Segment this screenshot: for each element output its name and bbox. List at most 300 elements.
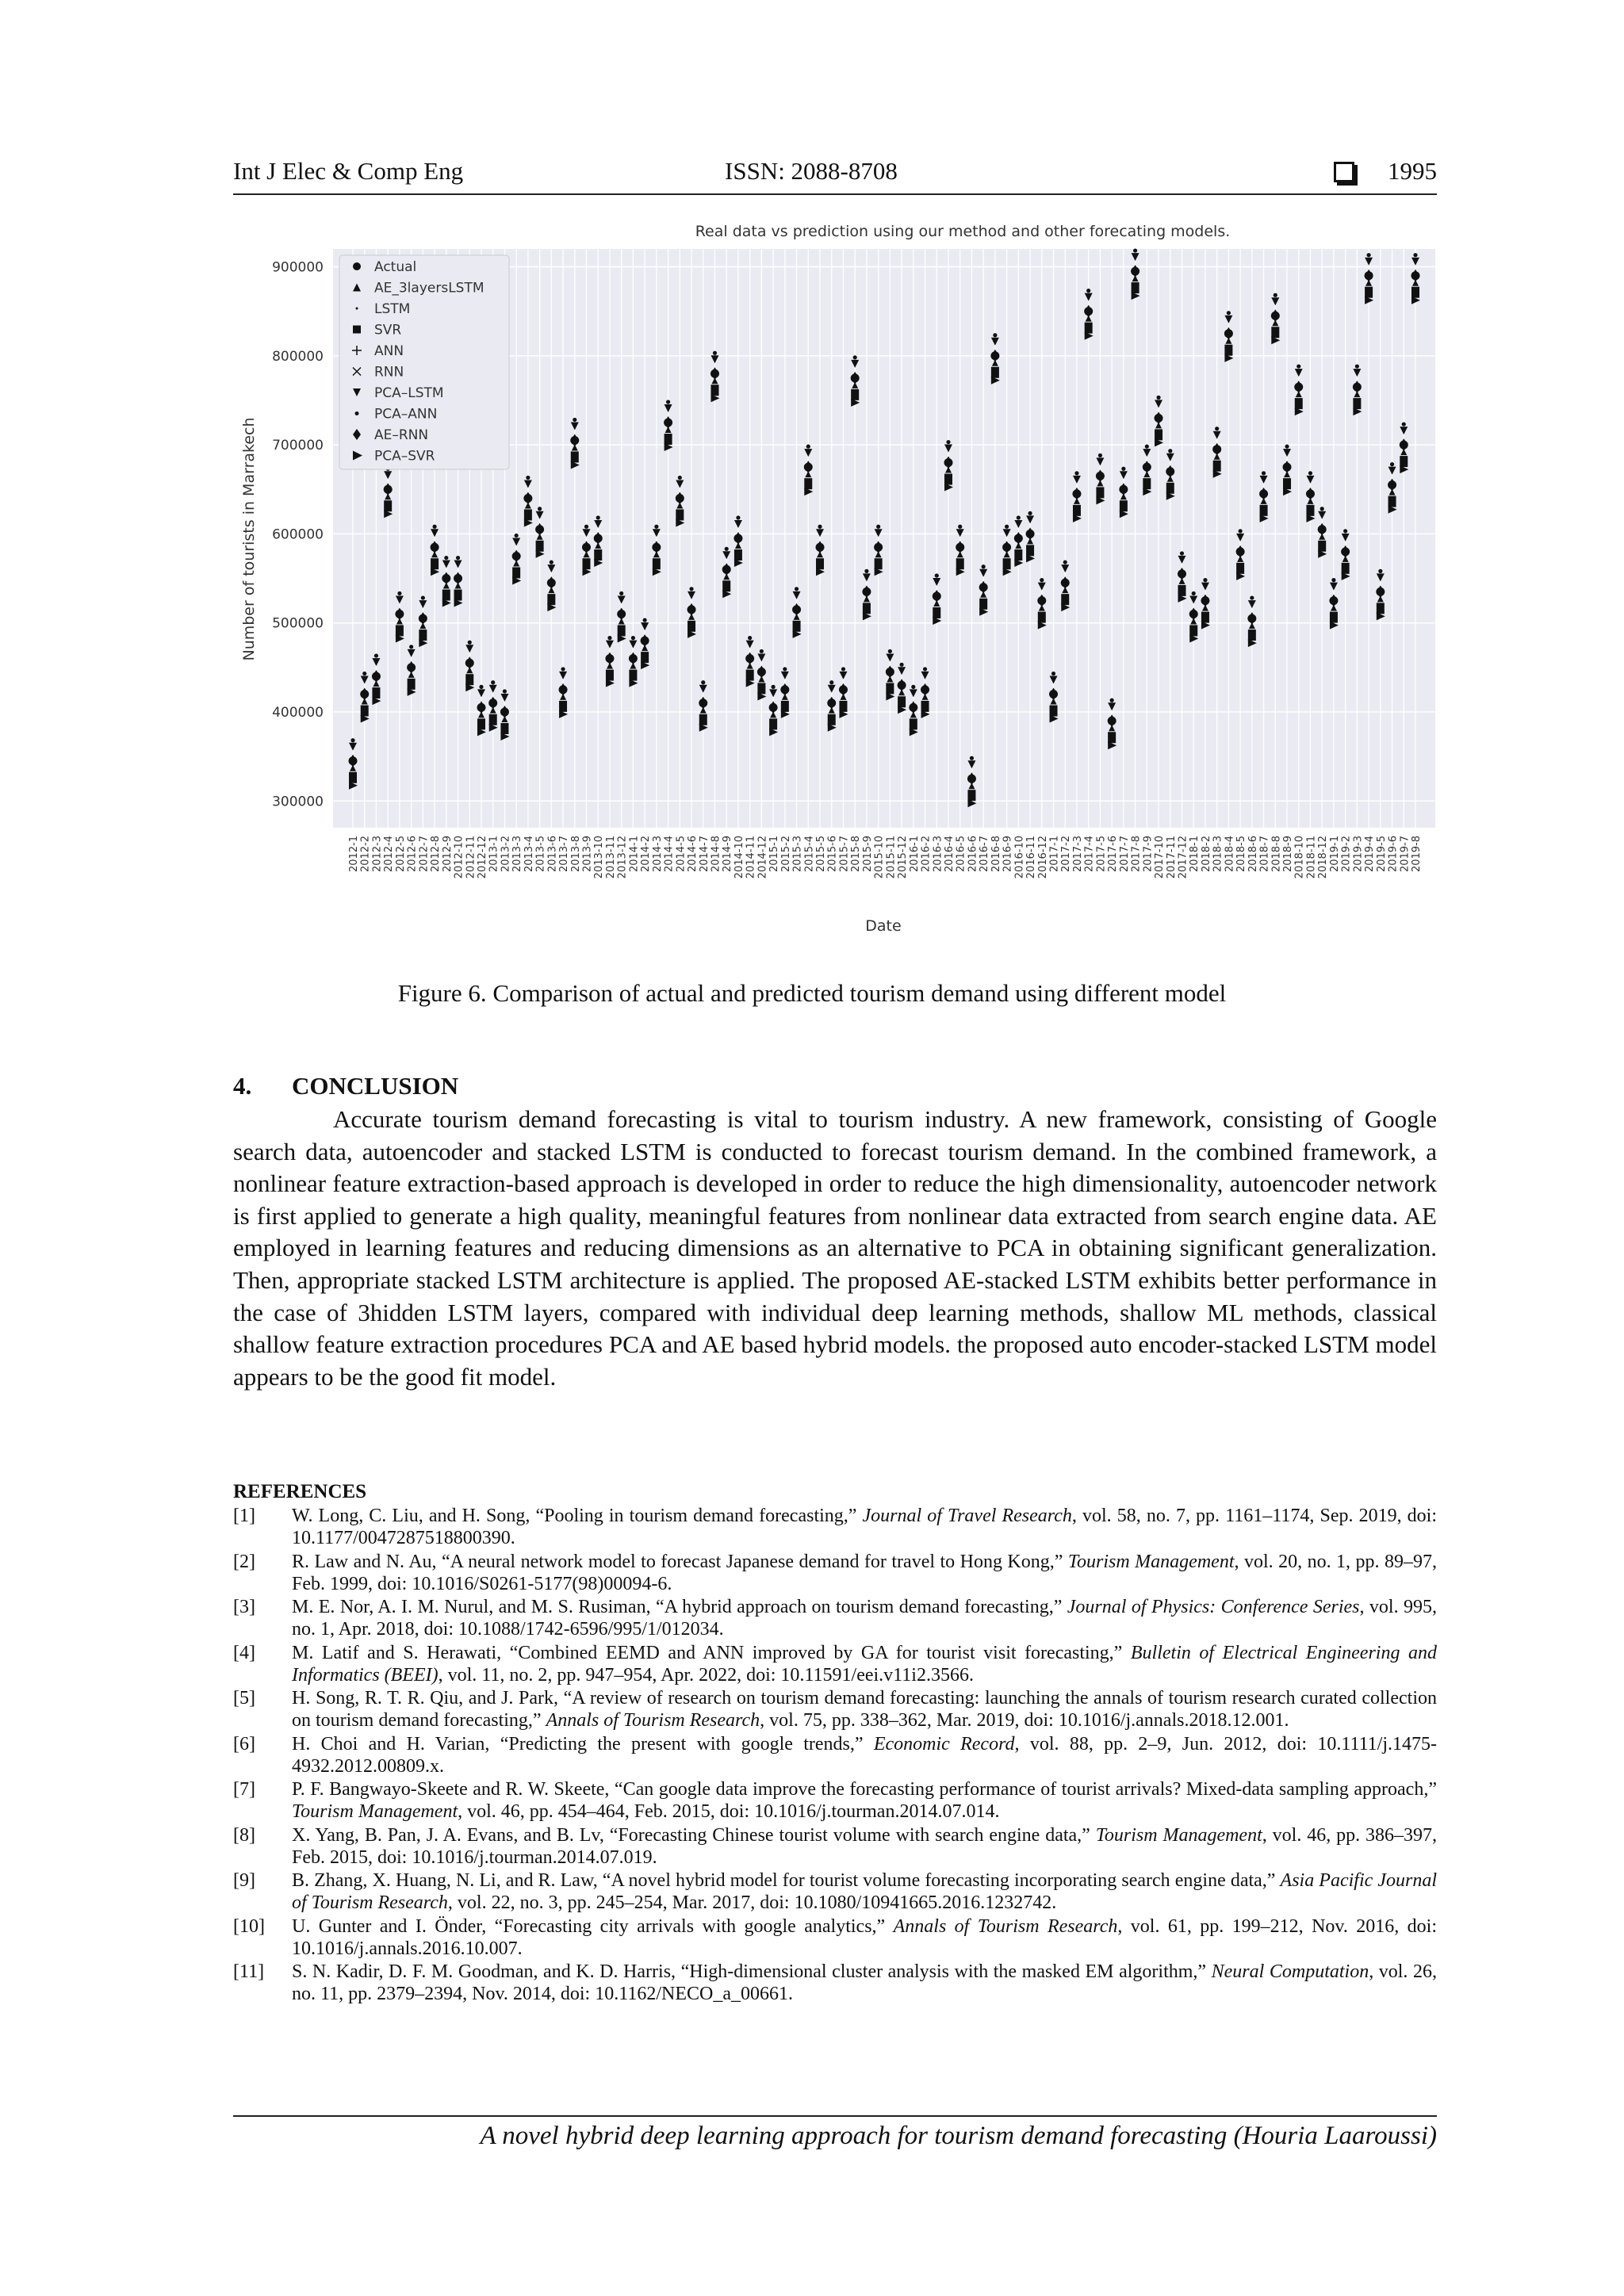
- svr-point: [1283, 478, 1291, 489]
- x-tick-label: 2014-10: [733, 836, 745, 879]
- x-tick-label: 2014-2: [640, 836, 653, 873]
- actual-point: [1002, 543, 1011, 552]
- legend-label: RNN: [374, 364, 404, 381]
- x-tick-label: 2017-3: [1071, 836, 1084, 873]
- reference-item: [233, 1596, 1437, 1640]
- reference-details: , vol. 88, pp. 2–9, Jun. 2012, doi: 10.1111/j.1475-4932.2012.00809.x.: [292, 1733, 1438, 1777]
- x-tick-label: 2017-6: [1107, 836, 1120, 873]
- x-tick-label: 2019-4: [1364, 836, 1377, 873]
- y-tick-label: 600000: [272, 526, 324, 543]
- pca-ann-point: [841, 667, 845, 671]
- x-tick-label: 2016-11: [1025, 836, 1038, 879]
- reference-item: [233, 1824, 1437, 1869]
- svr-point: [956, 558, 964, 569]
- x-tick-label: 2012-9: [441, 836, 454, 873]
- svr-point: [886, 683, 894, 694]
- x-tick-label: 2014-3: [651, 836, 664, 873]
- pca-ann-point: [1297, 364, 1300, 368]
- reference-number: [2]: [233, 1551, 255, 1572]
- svr-point: [1132, 282, 1139, 293]
- actual-point: [1294, 383, 1303, 392]
- legend-label: PCA–ANN: [374, 406, 438, 423]
- actual-point: [874, 543, 883, 552]
- pca-ann-point: [923, 667, 927, 671]
- svr-point: [1201, 612, 1209, 623]
- pca-ann-point: [643, 618, 647, 622]
- reference-item: [233, 1687, 1437, 1732]
- pca-ann-point: [876, 525, 880, 529]
- svr-point: [676, 509, 684, 520]
- svr-point: [1377, 603, 1385, 614]
- svr-point: [629, 670, 637, 681]
- svr-point: [921, 701, 929, 712]
- actual-point: [862, 587, 871, 596]
- x-tick-label: 2012-4: [383, 836, 396, 873]
- x-tick-label: 2012-5: [394, 836, 407, 873]
- actual-point: [488, 698, 497, 707]
- svr-point: [1073, 505, 1081, 516]
- actual-point: [442, 574, 450, 583]
- actual-point: [769, 703, 778, 712]
- x-tick-label: 2019-2: [1340, 836, 1353, 873]
- pca-ann-point: [1355, 364, 1359, 368]
- x-tick-label: 2016-9: [1002, 836, 1014, 873]
- svr-point: [979, 599, 987, 610]
- svr-point: [1271, 327, 1279, 338]
- conclusion-paragraph: Accurate tourism demand forecasting is vital to tourism industry. A new framework, consisting of Google search data, autoencoder and stacked LSTM is conducted to forecast tourism demand. In the combined framework, a nonlinear feature extraction-based approach is developed in order to reduce the high dimensionality, autoencoder network is first applied to generate a high quality, meaningful features from nonlinear data extracted from search engine data. AE employed in learning features and reducing dimensions as an alternative to PCA in obtaining significant generalization. Then, appropriate stacked LSTM architecture is applied. The proposed AE-stacked LSTM exhibits better performance in the case of 3hidden LSTM layers, compared with individual deep learning methods, shallow ML methods, classical shallow feature extraction procedures PCA and AE based hybrid models. the proposed auto encoder-stacked LSTM model appears to be the good fit model.: [233, 1105, 1437, 1391]
- svr-point: [1224, 345, 1232, 356]
- x-tick-label: 2012-12: [476, 836, 488, 879]
- actual-point: [722, 565, 731, 574]
- svr-point: [547, 594, 555, 605]
- actual-point: [1271, 312, 1280, 320]
- x-tick-label: 2018-1: [1189, 836, 1201, 873]
- svr-point: [804, 478, 812, 489]
- legend-label: SVR: [374, 322, 402, 339]
- x-tick-label: 2012-11: [465, 836, 477, 879]
- x-tick-label: 2014-6: [687, 836, 699, 873]
- x-tick-label: 2018-4: [1224, 836, 1236, 873]
- svr-point: [536, 541, 544, 552]
- x-tick-label: 2016-12: [1036, 836, 1049, 879]
- reference-text: M. Latif and S. Herawati, “Combined EEMD and ANN improved by GA for tourist visit forecasting,”: [292, 1642, 1131, 1663]
- svr-point: [594, 549, 602, 561]
- reference-item: [233, 1915, 1437, 1960]
- actual-point: [1014, 534, 1023, 543]
- x-tick-label: 2015-12: [897, 836, 910, 879]
- reference-item: [233, 1733, 1437, 1777]
- svr-point: [1050, 706, 1058, 717]
- svr-point: [1166, 483, 1174, 494]
- y-tick-label: 900000: [272, 259, 324, 276]
- reference-text: X. Yang, B. Pan, J. A. Evans, and B. Lv, “Forecasting Chinese tourist volume with search engine data,”: [292, 1824, 1096, 1846]
- x-tick-label: 2018-3: [1212, 836, 1224, 873]
- actual-point: [570, 436, 579, 445]
- legend-label: LSTM: [374, 301, 411, 317]
- x-tick-label: 2014-7: [698, 836, 710, 873]
- actual-point: [1049, 690, 1058, 698]
- svr-point: [967, 790, 975, 801]
- legend-label: Actual: [374, 259, 417, 275]
- legend-label: AE–RNN: [374, 427, 429, 443]
- pca-ann-point: [1215, 427, 1219, 430]
- actual-point: [652, 543, 661, 552]
- actual-point: [547, 579, 556, 587]
- actual-point: [1155, 414, 1163, 423]
- reference-number: [11]: [233, 1961, 265, 1982]
- x-tick-label: 2017-11: [1165, 836, 1178, 879]
- svr-point: [1085, 323, 1093, 334]
- x-tick-label: 2018-11: [1305, 836, 1318, 879]
- reference-item: [233, 1642, 1437, 1686]
- pca-ann-point: [1331, 578, 1335, 582]
- actual-point: [1096, 472, 1105, 480]
- pca-ann-point: [864, 569, 868, 573]
- reference-text: W. Long, C. Liu, and H. Song, “Pooling in tourism demand forecasting,”: [292, 1506, 863, 1526]
- svr-point: [722, 580, 730, 591]
- pca-ann-point: [1250, 595, 1254, 599]
- x-tick-label: 2013-3: [511, 836, 524, 873]
- x-axis-label: Date: [865, 917, 902, 935]
- actual-point: [956, 543, 964, 552]
- x-tick-label: 2017-10: [1154, 836, 1166, 879]
- x-tick-label: 2016-2: [920, 836, 933, 873]
- svr-point: [1014, 549, 1022, 561]
- actual-point: [431, 543, 439, 552]
- actual-point: [500, 708, 509, 717]
- actual-point: [641, 637, 649, 645]
- reference-journal: Neural Computation: [1211, 1961, 1369, 1982]
- reference-item: [233, 1869, 1437, 1914]
- pca-ann-point: [538, 507, 542, 511]
- svr-point: [361, 706, 369, 717]
- actual-point: [535, 525, 544, 534]
- pca-ann-point: [479, 685, 483, 689]
- x-tick-label: 2018-8: [1270, 836, 1283, 873]
- pca-ann-point: [1390, 462, 1394, 466]
- actual-point: [617, 610, 626, 618]
- svr-point: [489, 714, 497, 725]
- actual-point: [1224, 329, 1233, 338]
- pca-ann-point: [584, 525, 588, 529]
- svr-point: [1143, 478, 1151, 489]
- legend: [339, 255, 509, 469]
- svr-point: [1388, 496, 1396, 507]
- reference-details: , vol. 22, no. 3, pp. 245–254, Mar. 2017, doi: 10.1080/10941665.2016.1232742.: [447, 1892, 1057, 1913]
- actual-point: [1143, 463, 1151, 472]
- x-tick-label: 2018-6: [1247, 836, 1259, 873]
- svr-point: [1189, 625, 1197, 636]
- pca-ann-point: [619, 591, 623, 595]
- actual-point: [1376, 587, 1385, 596]
- x-tick-label: 2016-5: [955, 836, 967, 873]
- pca-ann-point: [1051, 672, 1055, 675]
- x-tick-label: 2013-1: [488, 836, 500, 873]
- actual-point: [967, 775, 976, 783]
- pca-ann-point: [1168, 449, 1172, 453]
- pca-ann-point: [1320, 507, 1324, 511]
- x-tick-label: 2018-12: [1317, 836, 1330, 879]
- reference-journal: Tourism Management: [1095, 1824, 1262, 1846]
- x-tick-label: 2012-10: [453, 836, 465, 879]
- legend-marker: [356, 308, 358, 310]
- section-title: CONCLUSION: [292, 1072, 459, 1100]
- actual-point: [733, 534, 742, 543]
- actual-point: [1247, 614, 1256, 623]
- x-tick-label: 2018-7: [1258, 836, 1271, 873]
- reference-number: [3]: [233, 1597, 255, 1617]
- svr-point: [384, 500, 392, 511]
- svr-point: [1038, 612, 1046, 623]
- actual-point: [710, 369, 719, 378]
- pca-ann-point: [1192, 591, 1196, 595]
- svr-point: [1353, 398, 1361, 409]
- actual-point: [688, 605, 696, 614]
- actual-point: [921, 685, 929, 694]
- x-tick-label: 2013-10: [593, 836, 606, 879]
- x-tick-label: 2014-4: [663, 836, 676, 873]
- svr-point: [512, 567, 520, 578]
- x-tick-label: 2016-10: [1013, 836, 1026, 879]
- svr-point: [991, 367, 999, 378]
- x-tick-label: 2017-9: [1142, 836, 1155, 873]
- x-tick-label: 2014-1: [628, 836, 641, 873]
- reference-text: B. Zhang, X. Huang, N. Li, and R. Law, “A novel hybrid model for tourist volume forecasting incorporating search engine data,”: [292, 1870, 1281, 1891]
- reference-text: H. Choi and H. Varian, “Predicting the present with google trends,”: [292, 1733, 874, 1755]
- actual-point: [804, 463, 813, 472]
- actual-point: [1026, 530, 1035, 538]
- svr-point: [1026, 545, 1034, 556]
- pca-ann-point: [1121, 467, 1125, 471]
- actual-point: [523, 494, 532, 503]
- x-tick-label: 2015-6: [826, 836, 839, 873]
- x-tick-label: 2013-9: [581, 836, 594, 873]
- x-tick-label: 2016-4: [943, 836, 956, 873]
- actual-point: [1084, 307, 1093, 316]
- pca-ann-point: [444, 556, 448, 560]
- pca-ann-point: [899, 663, 903, 667]
- page-footer: [233, 2115, 1437, 2150]
- pca-ann-point: [958, 525, 962, 529]
- svr-point: [757, 683, 765, 694]
- svr-point: [816, 558, 824, 569]
- svr-point: [1120, 500, 1128, 511]
- x-tick-label: 2014-9: [722, 836, 734, 873]
- reference-journal: Journal of Physics: Conference Series: [1067, 1597, 1360, 1617]
- actual-point: [512, 552, 521, 561]
- pca-ann-point: [456, 556, 460, 560]
- svr-point: [1411, 287, 1419, 298]
- svr-point: [839, 701, 847, 712]
- pca-ann-point: [397, 591, 401, 595]
- x-tick-label: 2019-1: [1328, 836, 1341, 873]
- pca-ann-point: [1262, 471, 1266, 475]
- x-tick-label: 2014-5: [675, 836, 688, 873]
- footer-text: A novel hybrid deep learning approach for tourism demand forecasting (Houria Laaroussi): [480, 2122, 1437, 2150]
- x-tick-label: 2015-8: [850, 836, 863, 873]
- chart-title: Real data vs prediction using our method and other forecating models.: [695, 223, 1231, 240]
- x-tick-label: 2012-8: [430, 836, 442, 873]
- pca-ann-point: [1098, 453, 1102, 457]
- issn: ISSN: 2088-8708: [725, 157, 898, 185]
- svr-point: [910, 718, 917, 729]
- reference-journal: Bulletin of Electrical Engineering and Informatics (BEEI): [292, 1642, 1437, 1686]
- reference-text: H. Song, R. T. R. Qiu, and J. Park, “A review of research on tourism demand forecasting: launching the annals of tourism research curated collection on tourism demand forecasting,”: [292, 1688, 1437, 1731]
- scatter-chart: [230, 214, 1459, 951]
- pca-ann-point: [666, 400, 670, 404]
- reference-number: [5]: [233, 1688, 255, 1709]
- x-tick-label: 2015-4: [803, 836, 816, 873]
- svr-point: [875, 558, 883, 569]
- reference-text: M. E. Nor, A. I. M. Nurul, and M. S. Rusiman, “A hybrid approach on tourism demand forecasting,”: [292, 1597, 1067, 1617]
- reference-number: [4]: [233, 1642, 255, 1663]
- pca-ann-point: [946, 440, 950, 444]
- references-heading: REFERENCES: [233, 1481, 367, 1502]
- x-tick-label: 2014-8: [710, 836, 722, 873]
- actual-point: [909, 703, 917, 712]
- pca-ann-point: [1343, 529, 1347, 533]
- pca-ann-point: [526, 476, 530, 480]
- actual-point: [582, 543, 591, 552]
- reference-number: [9]: [233, 1870, 255, 1891]
- svr-point: [851, 389, 859, 400]
- reference-details: , vol. 61, pp. 199–212, Nov. 2016, doi: 10.1016/j.annals.2016.10.007.: [292, 1915, 1437, 1959]
- pca-ann-point: [701, 680, 705, 684]
- actual-point: [816, 543, 825, 552]
- reference-item: [233, 1778, 1437, 1823]
- svr-point: [396, 625, 404, 636]
- pca-ann-point: [1402, 422, 1406, 426]
- x-tick-label: 2018-5: [1235, 836, 1248, 873]
- pca-ann-point: [748, 636, 752, 640]
- x-tick-label: 2013-6: [546, 836, 559, 873]
- y-tick-label: 300000: [272, 794, 324, 810]
- pca-ann-point: [993, 333, 997, 337]
- x-tick-label: 2013-11: [604, 836, 617, 879]
- actual-point: [792, 605, 801, 614]
- svr-point: [863, 603, 871, 614]
- pca-ann-point: [1040, 578, 1044, 582]
- actual-point: [1201, 596, 1209, 605]
- pca-ann-point: [888, 649, 892, 653]
- reference-item: [233, 1505, 1437, 1549]
- pca-ann-point: [1156, 396, 1160, 400]
- pca-ann-point: [432, 525, 436, 529]
- reference-details: , vol. 75, pp. 338–362, Mar. 2019, doi: 10.1016/j.annals.2018.12.001.: [760, 1710, 1289, 1731]
- actual-point: [1061, 579, 1070, 587]
- actual-point: [1306, 489, 1315, 498]
- actual-point: [839, 685, 848, 694]
- svr-point: [1318, 541, 1326, 552]
- actual-point: [1259, 489, 1268, 498]
- actual-point: [676, 494, 684, 503]
- x-tick-label: 2018-10: [1293, 836, 1306, 879]
- actual-point: [594, 534, 603, 543]
- svr-point: [1178, 585, 1185, 596]
- svr-point: [688, 621, 695, 632]
- x-tick-label: 2016-6: [967, 836, 979, 873]
- actual-point: [757, 668, 766, 676]
- actual-point: [384, 485, 393, 494]
- reference-list: [233, 1505, 1437, 2007]
- svr-point: [1260, 505, 1268, 516]
- pca-ann-point: [795, 587, 799, 591]
- legend-label: ANN: [374, 343, 404, 359]
- pca-ann-point: [1285, 445, 1289, 449]
- svr-point: [465, 674, 473, 685]
- actual-point: [1072, 489, 1081, 498]
- reference-text: R. Law and N. Au, “A neural network model to forecast Japanese demand for travel to Hong Kong,”: [292, 1551, 1068, 1572]
- pca-ann-point: [1133, 248, 1137, 252]
- x-tick-label: 2017-12: [1177, 836, 1189, 879]
- pca-ann-point: [1005, 525, 1009, 529]
- reference-text: U. Gunter and I. Önder, “Forecasting city arrivals with google analytics,”: [292, 1915, 894, 1937]
- svr-point: [793, 621, 801, 632]
- pca-ann-point: [503, 689, 507, 693]
- actual-point: [1329, 596, 1338, 605]
- pca-ann-point: [374, 653, 378, 657]
- svr-point: [454, 590, 462, 601]
- pca-ann-point: [806, 445, 810, 449]
- checkbox-icon: [1334, 162, 1354, 182]
- svr-point: [1213, 461, 1221, 472]
- svr-point: [1155, 429, 1162, 440]
- actual-point: [1353, 383, 1362, 392]
- pca-ann-point: [362, 672, 366, 675]
- actual-point: [407, 663, 416, 672]
- pca-ann-point: [760, 649, 764, 653]
- pca-ann-point: [550, 561, 553, 564]
- actual-point: [465, 659, 474, 668]
- actual-point: [979, 583, 988, 591]
- x-tick-label: 2015-10: [873, 836, 886, 879]
- y-axis-label: Number of tourists in Marrakech: [240, 417, 258, 661]
- figure-caption: Figure 6. Comparison of actual and predicted tourism demand using different model: [397, 979, 1227, 1007]
- actual-point: [1119, 485, 1128, 494]
- svr-point: [1330, 612, 1338, 623]
- reference-details: , vol. 26, no. 11, pp. 2379–2394, Nov. 2014, doi: 10.1162/NECO_a_00661.: [292, 1961, 1437, 2004]
- pca-ann-point: [607, 636, 611, 640]
- actual-point: [1400, 441, 1408, 450]
- x-tick-label: 2019-6: [1387, 836, 1400, 873]
- legend-label: PCA–LSTM: [374, 385, 444, 401]
- actual-point: [699, 698, 707, 707]
- reference-text: P. F. Bangwayo-Skeete and R. W. Skeete, “Can google data improve the forecasting performance of tourist arrivals? Mixed-data sampling approach,”: [292, 1779, 1437, 1800]
- x-tick-label: 2012-1: [348, 836, 360, 873]
- svr-point: [431, 558, 439, 569]
- pca-ann-point: [409, 645, 413, 649]
- svr-point: [710, 385, 718, 396]
- svr-point: [769, 718, 777, 729]
- svr-point: [653, 558, 661, 569]
- x-tick-label: 2014-12: [756, 836, 769, 879]
- svr-point: [641, 652, 649, 663]
- actual-point: [1166, 467, 1174, 476]
- x-tick-label: 2015-11: [885, 836, 898, 879]
- actual-point: [1178, 569, 1186, 578]
- svr-point: [699, 714, 707, 725]
- actual-point: [454, 574, 462, 583]
- reference-journal: Economic Record: [873, 1733, 1015, 1755]
- pca-ann-point: [1074, 471, 1078, 475]
- pca-ann-point: [982, 564, 986, 568]
- x-tick-label: 2016-1: [908, 836, 921, 873]
- reference-details: , vol. 46, pp. 386–397, Feb. 2015, doi: 10.1016/j.tourman.2014.07.019.: [292, 1824, 1438, 1868]
- pca-ann-point: [573, 418, 576, 422]
- x-tick-label: 2017-5: [1095, 836, 1108, 873]
- actual-point: [1108, 717, 1116, 725]
- reference-journal: Tourism Management: [292, 1801, 458, 1822]
